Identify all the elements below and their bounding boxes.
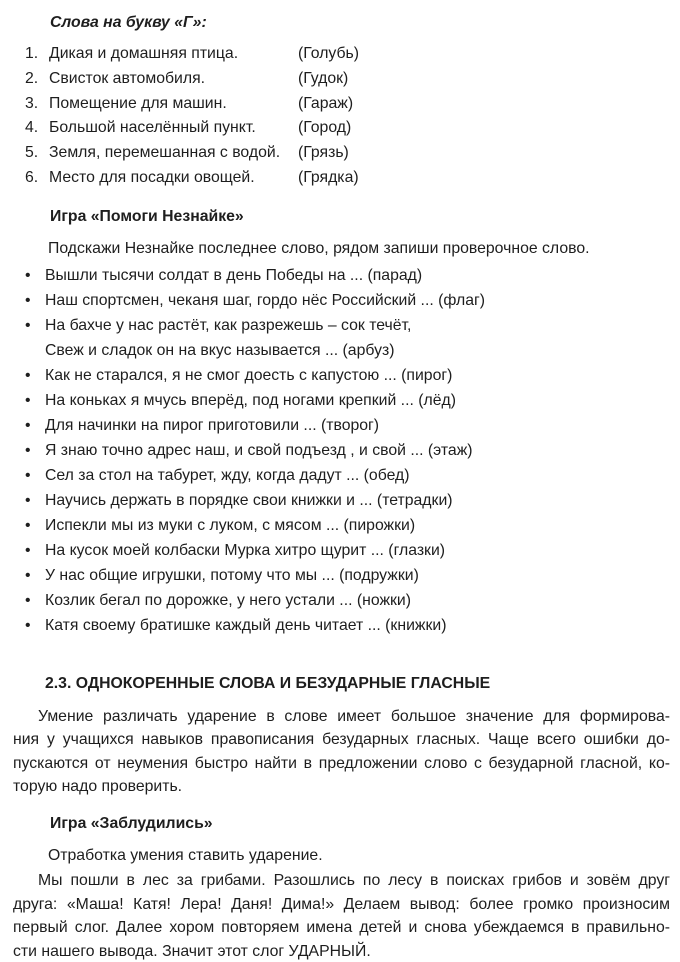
item-number: 5.	[25, 144, 39, 162]
bullet-line	[13, 588, 670, 613]
bullet-line	[13, 288, 670, 313]
item-clue: Помещение для машин.	[49, 94, 227, 112]
bullet-text: Свеж и сладок он на вкус называется ... (арбуз)	[45, 341, 395, 359]
bullet-line	[13, 313, 670, 338]
bullet-icon: •	[25, 466, 31, 484]
bullet-text: На бахче у нас растёт, как разрежешь – сок течёт,	[45, 316, 412, 334]
game-neznaika-title: Игра «Помоги Незнайке»	[50, 207, 244, 225]
bullet-line	[13, 388, 670, 413]
item-clue: Место для посадки овощей.	[49, 168, 255, 186]
section-2-3-heading: 2.3. ОДНОКОРЕННЫЕ СЛОВА И БЕЗУДАРНЫЕ ГЛАСНЫЕ	[45, 674, 491, 692]
neznaika-bullet-list	[13, 263, 670, 638]
item-number: 2.	[25, 69, 39, 87]
bullet-text: Наш спортсмен, чеканя шаг, гордо нёс Российский ... (флаг)	[45, 291, 486, 309]
bullet-line	[13, 263, 670, 288]
bullet-line	[13, 413, 670, 438]
item-clue: Большой населённый пункт.	[49, 119, 256, 137]
last-line-prefix: сти нашего вывода. Значит этот слог	[13, 942, 289, 960]
paragraph-last-line	[13, 940, 670, 962]
bullet-line	[13, 338, 670, 363]
bullet-line	[13, 438, 670, 463]
item-answer: (Грязь)	[298, 144, 349, 162]
paragraph-line: торую надо проверить.	[13, 778, 183, 795]
paragraph-line: ния у учащихся навыков правописания безударных гласных. Чаще всего ошибки до-	[13, 731, 670, 749]
word-riddle-row	[13, 67, 670, 92]
item-clue: Дикая и домашняя птица.	[49, 45, 239, 62]
item-number: 1.	[25, 45, 39, 62]
bullet-text: Вышли тысячи солдат в день Победы на ... (парад)	[45, 266, 423, 284]
bullet-text: На кусок моей колбаски Мурка хитро щурит ... (глазки)	[45, 541, 446, 559]
bullet-text: Козлик бегал по дорожке, у него устали ... (ножки)	[45, 591, 412, 609]
item-number: 6.	[25, 168, 39, 186]
bullet-text: Как не старался, я не смог доесть с капустою ... (пирог)	[45, 366, 453, 384]
section-2-3-paragraph	[13, 705, 670, 799]
bullet-icon: •	[25, 416, 31, 434]
paragraph-line: пускаются от неумения быстро найти в предложении слово с безударной гласной, ко-	[13, 754, 670, 772]
bullet-icon: •	[25, 516, 31, 534]
word-riddle-row	[13, 116, 670, 141]
bullet-text: Для начинки на пирог приготовили ... (творог)	[45, 416, 380, 434]
bullet-text: Сел за стол на табурет, жду, когда дадут ... (обед)	[45, 466, 410, 484]
bullet-line	[13, 613, 670, 638]
item-answer: (Грядка)	[298, 168, 359, 186]
paragraph-line: друга: «Маша! Катя! Лера! Даня! Дима!» Делаем вывод: более громко произносим	[13, 895, 670, 913]
stressed-word: УДАРНЫЙ	[288, 942, 367, 960]
word-riddle-row	[13, 141, 670, 166]
game-zabludilis-intro: Отработка умения ставить ударение.	[48, 847, 323, 865]
item-clue: Свисток автомобиля.	[49, 69, 206, 87]
bullet-line	[13, 513, 670, 538]
bullet-icon: •	[25, 441, 31, 459]
item-answer: (Гудок)	[298, 69, 349, 87]
bullet-icon: •	[25, 366, 31, 384]
item-clue: Земля, перемешанная с водой.	[49, 144, 281, 162]
bullet-text: Испекли мы из муки с луком, с мясом ... (пирожки)	[45, 516, 416, 534]
game-neznaika-intro: Подскажи Незнайке последнее слово, рядом запиши проверочное слово.	[48, 239, 590, 257]
word-riddle-row	[13, 166, 670, 191]
bullet-line	[13, 538, 670, 563]
game-zabludilis-title: Игра «Заблудились»	[50, 815, 213, 833]
bullet-text: У нас общие игрушки, потому что мы ... (подружки)	[45, 566, 419, 584]
last-line-suffix: .	[366, 942, 371, 960]
bullet-text: Катя своему братишке каждый день читает ... (книжки)	[45, 616, 447, 634]
bullet-icon: •	[25, 491, 31, 509]
bullet-icon: •	[25, 541, 31, 559]
item-answer: (Город)	[298, 119, 352, 137]
word-riddle-row	[13, 42, 670, 67]
bullet-icon: •	[25, 566, 31, 584]
bullet-text: Я знаю точно адрес наш, и свой подъезд , и свой ... (этаж)	[45, 441, 473, 459]
bullet-line	[13, 363, 670, 388]
item-number: 3.	[25, 94, 39, 112]
word-riddle-row	[13, 92, 670, 117]
item-answer: (Голубь)	[298, 45, 360, 62]
bullet-icon: •	[25, 266, 31, 284]
bullet-icon: •	[25, 591, 31, 609]
paragraph-line: первый слог. Далее хором повторяем имена детей и снова убеждаемся в правильно-	[13, 919, 670, 937]
bullet-icon: •	[25, 316, 31, 334]
paragraph-line: Умение различать ударение в слове имеет большое значение для формирова-	[38, 707, 670, 725]
bullet-icon: •	[25, 391, 31, 409]
words-riddle-list	[13, 42, 670, 191]
bullet-line	[13, 463, 670, 488]
bullet-text: На коньках я мчусь вперёд, под ногами крепкий ... (лёд)	[45, 391, 456, 409]
bullet-line	[13, 563, 670, 588]
words-heading: Слова на букву «Г»:	[50, 14, 207, 31]
bullet-icon: •	[25, 291, 31, 309]
item-number: 4.	[25, 119, 39, 137]
bullet-icon: •	[25, 616, 31, 634]
paragraph-line: Мы пошли в лес за грибами. Разошлись по лесу в поисках грибов и зовём друг	[38, 872, 670, 890]
item-answer: (Гараж)	[298, 94, 354, 112]
bullet-text: Научись держать в порядке свои книжки и ... (тетрадки)	[45, 491, 453, 509]
zabludilis-paragraph	[13, 869, 670, 962]
bullet-line	[13, 488, 670, 513]
